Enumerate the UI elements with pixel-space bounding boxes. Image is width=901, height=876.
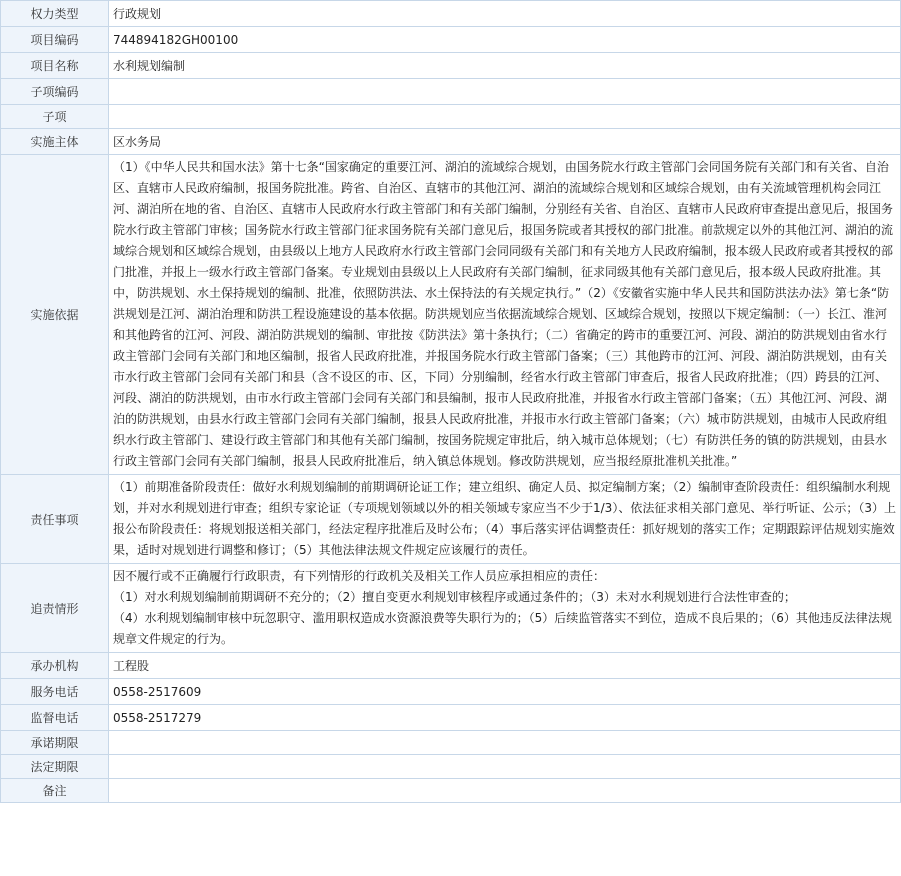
row-value-handling-agency: 工程股 xyxy=(109,653,901,679)
row-label-legal-basis: 实施依据 xyxy=(1,155,109,475)
row-value-item-code: 744894182GH00100 xyxy=(109,27,901,53)
row-label-responsibilities: 责任事项 xyxy=(1,475,109,564)
row-label-item-code: 项目编码 xyxy=(1,27,109,53)
row-label-supervision-phone: 监督电话 xyxy=(1,705,109,731)
row-value-subitem-code xyxy=(109,79,901,105)
table-row-item-code xyxy=(1,27,901,53)
table-row-remarks xyxy=(1,779,901,803)
row-value-supervision-phone: 0558-2517279 xyxy=(109,705,901,731)
row-value-subitem xyxy=(109,105,901,129)
row-value-remarks xyxy=(109,779,901,803)
row-label-subitem: 子项 xyxy=(1,105,109,129)
row-value-implementing-body: 区水务局 xyxy=(109,129,901,155)
row-label-promised-period: 承诺期限 xyxy=(1,731,109,755)
table-row-item-name xyxy=(1,53,901,79)
row-label-power-type: 权力类型 xyxy=(1,1,109,27)
table-row-implementing-body xyxy=(1,129,901,155)
table-row-power-type xyxy=(1,1,901,27)
row-value-service-phone: 0558-2517609 xyxy=(109,679,901,705)
accountability-line: 因不履行或不正确履行行政职责，有下列情形的行政机关及相关工作人员应承担相应的责任： xyxy=(113,569,606,583)
row-label-statutory-period: 法定期限 xyxy=(1,755,109,779)
row-value-statutory-period xyxy=(109,755,901,779)
table-row-service-phone xyxy=(1,679,901,705)
row-value-promised-period xyxy=(109,731,901,755)
row-label-implementing-body: 实施主体 xyxy=(1,129,109,155)
row-label-subitem-code: 子项编码 xyxy=(1,79,109,105)
table-row-supervision-phone xyxy=(1,705,901,731)
row-value-power-type: 行政规划 xyxy=(109,1,901,27)
table-row-promised-period xyxy=(1,731,901,755)
accountability-line: （4）水利规划编制审核中玩忽职守、滥用职权造成水资源浪费等失职行为的；（5）后续监管落实不到位，造成不良后果的；（6）其他违反法律法规规章文件规定的行为。 xyxy=(113,611,892,646)
row-label-handling-agency: 承办机构 xyxy=(1,653,109,679)
row-label-accountability: 追责情形 xyxy=(1,564,109,653)
table-row-subitem xyxy=(1,105,901,129)
row-label-remarks: 备注 xyxy=(1,779,109,803)
table-row-subitem-code xyxy=(1,79,901,105)
row-value-accountability xyxy=(109,564,901,653)
table-row-statutory-period xyxy=(1,755,901,779)
table-row-legal-basis xyxy=(1,155,901,475)
row-label-service-phone: 服务电话 xyxy=(1,679,109,705)
accountability-line: （1）对水利规划编制前期调研不充分的；（2）擅自变更水利规划审核程序或通过条件的；（3）未对水利规划进行合法性审查的； xyxy=(113,590,796,604)
table-row-accountability xyxy=(1,564,901,653)
row-label-item-name: 项目名称 xyxy=(1,53,109,79)
row-value-responsibilities: （1）前期准备阶段责任：做好水利规划编制的前期调研论证工作；建立组织、确定人员、拟定编制方案；（2）编制审查阶段责任：组织编制水利规划，并对水利规划进行审查；组织专家论证（专项规划领域以外的相关领域专家应当不少于1/3）、依法征求相关部门意见、举行听证、公示；（3）上报公布阶段责任：将规划报送相关部门，经法定程序批准后及时公布；（4）事后落实评估调整责任：抓好规划的落实工作；定期跟踪评估规划实施效果，适时对规划进行调整和修订；（5）其他法律法规文件规定应该履行的责任。 xyxy=(109,475,901,564)
row-value-legal-basis: （1）《中华人民共和国水法》第十七条“国家确定的重要江河、湖泊的流域综合规划，由国务院水行政主管部门会同国务院有关部门和有关省、自治区、直辖市人民政府编制，报国务院批准。跨省、自治区、直辖市的其他江河、湖泊的流域综合规划和区域综合规划，由有关流域管理机构会同江河、湖泊所在地的省、自治区、直辖市人民政府水行政主管部门和有关部门编制，分别经有关省、自治区、直辖市人民政府审查提出意见后，报国务院水行政主管部门审核；国务院水行政主管部门征求国务院有关部门意见后，报国务院或者其授权的部门批准。前款规定以外的其他江河、湖泊的流域综合规划和区域综合规划，由县级以上地方人民政府水行政主管部门会同同级有关部门和有关地方人民政府编制，报本级人民政府或者其授权的部门批准，并报上一级水行政主管部门备案。专业规划由县级以上人民政府有关部门编制，征求同级其他有关部门意见后，报本级人民政府批准。其中，防洪规划、水土保持规划的编制、批准，依照防洪法、水土保持法的有关规定执行。”（2）《安徽省实施中华人民共和国防洪法办法》第七条“防洪规划是江河、湖泊治理和防洪工程设施建设的基本依据。防洪规划应当依据流域综合规划、区域综合规划，按照以下规定编制：（一）长江、淮河和其他跨省的江河、河段、湖泊防洪规划的编制、审批按《防洪法》第十条执行；（二）省确定的跨市的重要江河、河段、湖泊的防洪规划由省水行政主管部门会同有关部门和地区编制，报省人民政府批准，并报国务院水行政主管部门备案；（三）其他跨市的江河、河段、湖泊防洪规划，由有关市水行政主管部门会同有关部门和县（含不设区的市、区，下同）分别编制，经省水行政主管部门审查后，报省人民政府批准；（四）跨县的江河、河段、湖泊的防洪规划，由市水行政主管部门会同有关部门和县编制，报市人民政府批准，并报省水行政主管部门备案；（五）其他江河、河段、湖泊的防洪规划，由县水行政主管部门会同有关部门编制，报县人民政府批准，并报市水行政主管部门备案；（六）城市防洪规划，由城市人民政府组织水行政主管部门、建设行政主管部门和其他有关部门编制，按国务院规定审批后，纳入城市总体规划；（七）有防洪任务的镇的防洪规划，由县水行政主管部门会同有关部门编制，报县人民政府批准后，纳入镇总体规划。修改防洪规划，应当报经原批准机关批准。” xyxy=(109,155,901,475)
row-value-item-name: 水利规划编制 xyxy=(109,53,901,79)
table-row-responsibilities xyxy=(1,475,901,564)
table-row-handling-agency xyxy=(1,653,901,679)
